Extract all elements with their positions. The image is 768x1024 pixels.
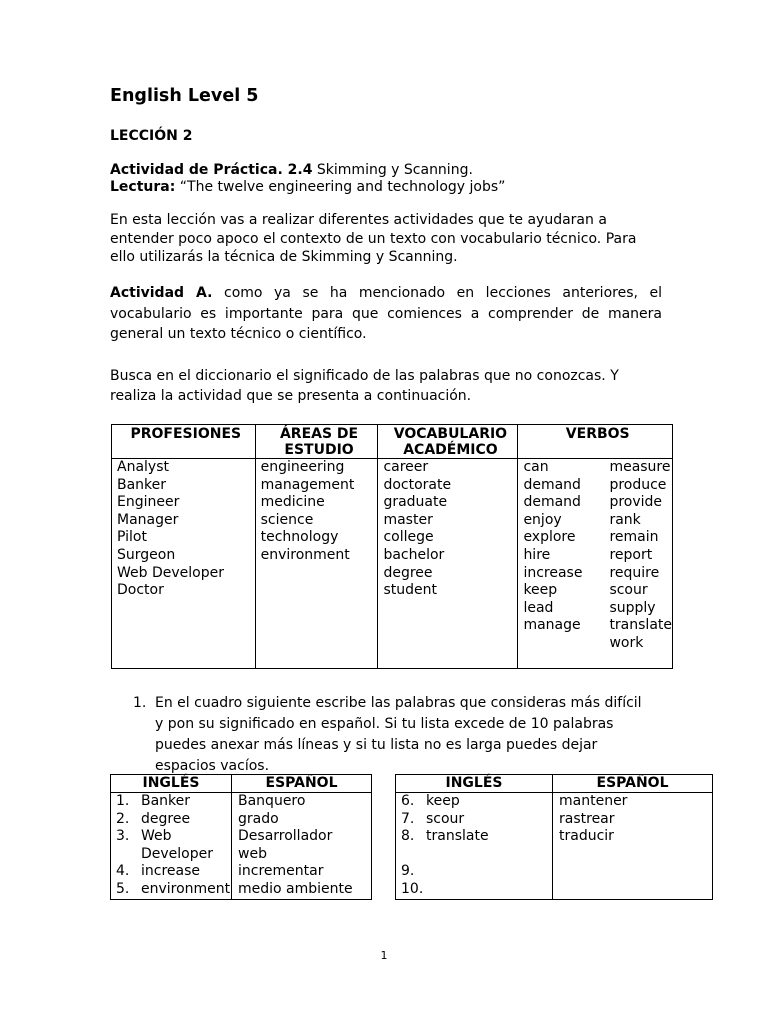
list-item: engineering [260,459,345,475]
english-word: scour [426,810,465,827]
english-word [426,881,552,899]
list-item: increase [523,564,583,581]
header-vocabulario: VOCABULARIO ACADÉMICO [378,425,518,459]
list-item: explore [523,529,576,546]
verbos-list-1 [523,459,609,653]
reading-label: Lectura: [110,179,176,195]
header-areas: ÁREAS DE ESTUDIO [255,425,378,459]
english-word: increase [141,863,201,880]
list-item: scour [609,582,648,599]
list-item: Banker [117,476,167,493]
header-espanol: ESPAÑOL [232,775,372,793]
list-item: require [609,564,660,581]
row-number: 4. [116,863,130,880]
list-item: technology [260,529,339,546]
reading-text: “The twelve engineering and technology jobs” [179,179,506,195]
list-item: Doctor [117,582,164,599]
vocabulary-table-body [112,459,673,669]
spanish-word [559,863,712,881]
translation-table-right-body [396,793,713,900]
list-item: Surgeon [117,546,176,563]
list-item: Engineer [117,494,180,511]
translation-table-right-header [396,775,713,793]
page-number: 1 [380,949,388,962]
table-row [396,793,552,811]
list-item: translate [609,617,672,634]
row-number: 7. [401,810,415,827]
header-ingles: INGLÉS [111,775,232,793]
spanish-word: incrementar [238,863,324,880]
intro-paragraph: En esta lección vas a realizar diferentes actividades que te ayudaran a entender poco apoco el contexto de un texto con vocabulario técnico. Para ello utilizarás la técnica de Skimming y Scanning. [110,212,637,265]
table-row [111,828,231,846]
list-item: demand [523,476,581,493]
list-item: hire [523,546,551,563]
list-item: can [523,459,549,475]
row-number: 6. [401,793,415,809]
table-row [396,846,552,864]
english-word: Web [141,828,172,845]
list-item: rank [609,511,641,528]
list-item: bachelor [383,546,445,563]
table-row [111,881,231,899]
activity-line [110,162,473,178]
table-row [111,863,231,881]
english-word: degree [141,810,191,827]
english-word: Developer [141,845,214,862]
row-number: 5. [116,880,130,897]
spanish-word: traducir [559,828,614,845]
activity-label: Actividad de Práctica. 2.4 [110,162,313,178]
list-item: degree [383,564,433,581]
spanish-word [559,881,712,899]
list-item: graduate [383,494,448,511]
list-item: enjoy [523,511,562,528]
spanish-word: rastrear [559,810,615,827]
row-number: 9. [401,863,415,880]
verbos-list-2 [609,459,672,653]
instruction-number: 1. [133,695,147,711]
activity-a-text: como ya se ha mencionado en lecciones anteriores, el vocabulario es importante para que comiences a comprender de manera general un texto técnico o científico. [110,285,663,342]
table-row [396,863,552,881]
list-item: manage [523,617,581,634]
row-number: 3. [116,828,130,845]
header-verbos: VERBOS [518,425,673,459]
english-word: Banker [141,793,191,809]
english-word: keep [426,793,460,809]
list-item: keep [523,582,558,599]
list-item: work [609,634,644,651]
table-row [111,846,231,864]
vocabulary-table-header [112,425,673,459]
list-item: Web Developer [117,564,224,581]
vocabulary-table [111,424,673,669]
list-item: Analyst [117,459,169,475]
instruction-text: En el cuadro siguiente escribe las palabras que consideras más difícil y pon su significado en español. Si tu lista excede de 10 palabras puedes anexar más líneas y si tu lista no es larga puedes dejar espacios vacíos. [155,695,642,774]
table-row [396,881,552,899]
verbos-column [518,459,673,669]
list-item: Pilot [117,529,147,546]
activity-a-paragraph [110,283,662,345]
dictionary-paragraph: Busca en el diccionario el significado de las palabras que no conozcas. Y realiza la actividad que se presenta a continuación. [110,368,619,404]
english-word: environment [141,880,231,897]
row-number: 1. [116,793,130,809]
table-row [396,811,552,829]
spanish-word: web [238,845,267,862]
row-number [396,846,426,864]
activity-a-label: Actividad A. [110,285,213,301]
english-word: translate [426,828,489,845]
table-row [111,793,231,811]
table-row [111,811,231,829]
vocabulario-column [378,459,518,669]
right-english-column [396,793,553,900]
list-item: science [260,511,314,528]
list-item: demand [523,494,581,511]
header-ingles: INGLÉS [396,775,553,793]
spanish-word [559,846,712,864]
list-item: report [609,546,653,563]
list-item: medicine [260,494,325,511]
list-item: career [383,459,429,475]
list-item: master [383,511,433,528]
row-number: 2. [116,810,130,827]
table-row [396,828,552,846]
list-item: measure [609,459,671,475]
list-item: provide [609,494,663,511]
header-profesiones: PROFESIONES [112,425,256,459]
areas-column [255,459,378,669]
spanish-word: medio ambiente [238,880,353,897]
list-item: doctorate [383,476,452,493]
row-number [111,846,141,864]
left-spanish-column [232,793,372,900]
list-item: student [383,582,437,599]
list-item: environment [260,546,350,563]
row-number: 8. [401,828,415,845]
english-word [426,846,552,864]
list-item: supply [609,599,656,616]
header-espanol: ESPAÑOL [553,775,713,793]
translation-table-left-body [111,793,372,900]
instruction-item [133,693,653,777]
right-spanish-column [553,793,713,900]
left-english-column [111,793,232,900]
list-item: Manager [117,511,179,528]
translation-table-right [395,774,713,900]
list-item: management [260,476,355,493]
list-item: produce [609,476,667,493]
activity-text: Skimming y Scanning. [316,162,473,178]
spanish-word: mantener [559,793,628,809]
list-item: college [383,529,434,546]
english-word [426,863,552,881]
document-title: English Level 5 [110,86,259,106]
profesiones-column [112,459,256,669]
spanish-word: Desarrollador [238,828,333,845]
lesson-heading: LECCIÓN 2 [110,128,193,144]
reading-line [110,179,505,195]
spanish-word: grado [238,810,279,827]
list-item: lead [523,599,554,616]
row-number: 10. [401,880,424,897]
spanish-word: Banquero [238,793,306,809]
list-item: remain [609,529,659,546]
translation-table-left-header [111,775,372,793]
translation-table-left [110,774,372,900]
